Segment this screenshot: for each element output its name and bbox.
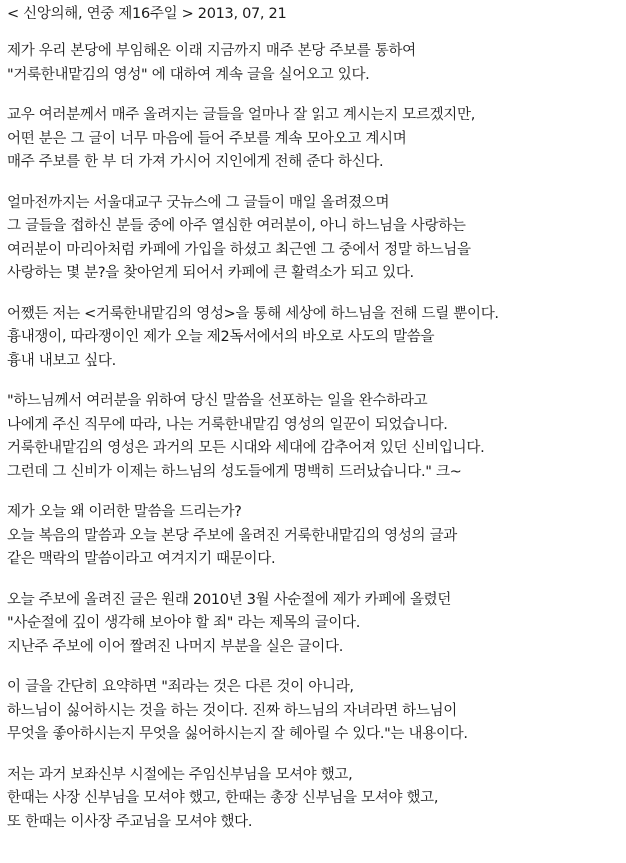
text-line: 같은 맥락의 말씀이라고 여겨지기 때문이다. [7,551,276,567]
text-line: "거룩한내맡김의 영성" 에 대하여 계속 글을 실어오고 있다. [7,66,370,83]
text-line: 여러분이 마리아처럼 카페에 가입을 하셨고 최근엔 그 중에서 정말 하느님을 [7,241,471,258]
text-line: 흉내쟁이, 따라쟁이인 제가 오늘 제2독서에서의 바오로 사도의 말씀을 [7,329,435,345]
paragraph-5 [7,390,622,484]
paragraph-4 [7,303,622,374]
text-line: 거룩한내맡김의 영성은 과거의 모든 시대와 세대에 감추어져 있던 신비입니다. [7,440,485,456]
text-line: "사순절에 깊이 생각해 보아야 할 죄" 라는 제목의 글이다. [7,615,361,631]
text-line: 나에게 주신 직무에 따라, 나는 거룩한내맡김 영성의 일꾼이 되었습니다. [7,416,448,433]
paragraph-8 [7,676,622,747]
text-line: 제가 오늘 왜 이러한 말씀을 드리는가? [7,504,242,520]
text-line: 그런데 그 신비가 이제는 하느님의 성도들에게 명백히 드러났습니다." 크~ [7,463,462,480]
text-line: 매주 주보를 한 부 더 가져 가시어 지인에게 전해 준다 하신다. [7,154,384,170]
text-line: 제가 우리 본당에 부임해온 이래 지금까지 매주 본당 주보를 통하여 [7,43,416,59]
paragraph-6 [7,501,622,572]
text-line: 얼마전까지는 서울대교구 굿뉴스에 그 글들이 매일 올려졌으며 [7,194,390,211]
text-line: "하느님께서 여러분을 위하여 당신 말씀을 선포하는 일을 완수하라고 [7,393,428,409]
text-line: 교우 여러분께서 매주 올려지는 글들을 얼마나 잘 읽고 계시는지 모르겠지만, [7,107,476,123]
text-line: 하느님이 싫어하시는 것을 하는 것이다. 진짜 하느님의 자녀라면 하느님이 [7,702,457,719]
text-line: 오늘 복음의 말씀과 오늘 본당 주보에 올려진 거룩한내맡김의 영성의 글과 [7,527,457,544]
text-line: 한때는 사장 신부님을 모셔야 했고, 한때는 총장 신부님을 모셔야 했고, [7,790,439,806]
paragraph-7 [7,589,622,660]
text-line: 무엇을 좋아하시는지 무엇을 싫어하시는지 잘 헤아릴 수 있다."는 내용이다. [7,726,468,742]
paragraph-1 [7,40,622,87]
paragraph-9 [7,764,622,835]
text-line: 흉내 내보고 싶다. [7,352,116,369]
text-line: 저는 과거 보좌신부 시절에는 주임신부님을 모셔야 했고, [7,766,353,783]
text-line: 또 한때는 이사장 주교님을 모셔야 했다. [7,813,253,830]
paragraph-3 [7,192,622,286]
text-line: 그 글들을 접하신 분들 중에 아주 열심한 여러분이, 아니 하느님을 사랑하는 [7,218,466,234]
paragraph-2 [7,104,622,175]
text-line: 어떤 분은 그 글이 너무 마음에 들어 주보를 계속 모아오고 계시며 [7,130,407,147]
text-line: 어쨌든 저는 <거룩한내맡김의 영성>을 통해 세상에 하느님을 전해 드릴 뿐이다. [7,305,499,322]
text-line: 오늘 주보에 올려진 글은 원래 2010년 3월 사순절에 제가 카페에 올렸던 [7,591,452,608]
homily-header: < 신앙의해, 연중 제16주일 > 2013, 07, 21 [7,6,287,22]
text-line: 사랑하는 몇 분?을 찾아얻게 되어서 카페에 큰 활력소가 되고 있다. [7,265,414,281]
text-line: 이 글을 간단히 요약하면 "죄라는 것은 다른 것이 아니라, [7,679,354,695]
text-line: 지난주 주보에 이어 짤려진 나머지 부분을 실은 글이다. [7,638,344,655]
